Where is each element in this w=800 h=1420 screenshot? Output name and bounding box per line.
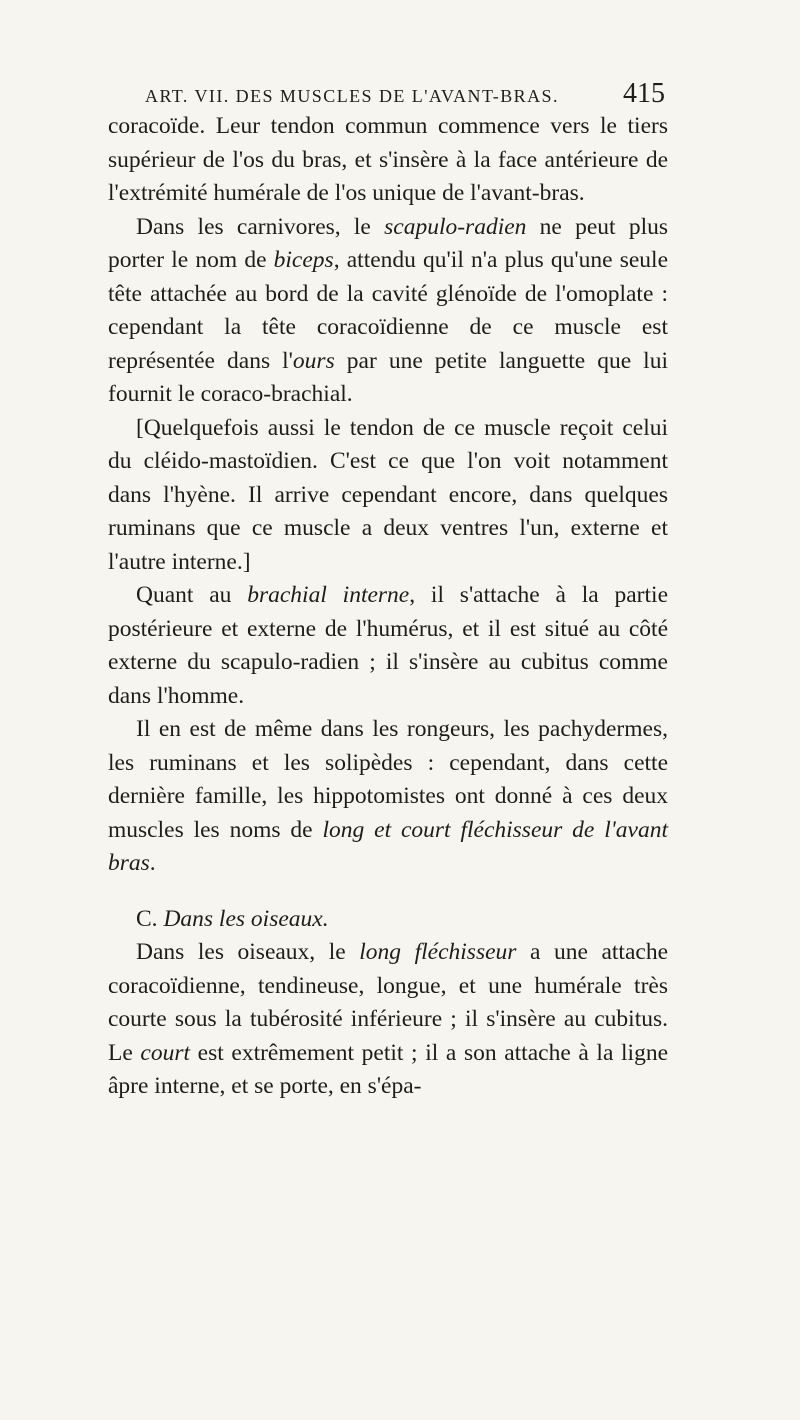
spacer [108,881,668,903]
italic-term: long et court fléchisseur de l'avant bras [108,816,668,876]
section-heading [108,903,668,937]
paragraph-3 [108,412,668,580]
italic-term: court [140,1039,191,1066]
text-run: . [149,850,156,876]
text-run: a une attache coracoïdienne, tendineuse, longue, et une humérale très courte sous la tubérosité inférieure ; il s'insère au cubitus. Le [108,939,668,1066]
italic-term: scapulo-radien [384,213,527,240]
page-number: 415 [623,78,665,109]
text-run: Il en est de même dans les rongeurs, les pachydermes, les ruminans et les solipèdes : cependant, dans cette dernière famille, les hippotomistes ont donné à ces deux muscles les noms de [108,716,668,843]
text-run: par une petite languette que lui fournit le coraco-brachial. [108,347,668,407]
section-letter: C. [136,905,164,932]
text-run: Dans les carnivores, le [136,213,385,240]
italic-term: ours [292,347,335,374]
running-header [145,78,665,110]
text-run: coracoïde. Leur tendon commun commence vers le tiers supérieur de l'os du bras, et s'insère à la face antérieure de l'extrémité humérale de l'os unique de l'avant-bras. [108,113,668,206]
italic-term: brachial interne [247,582,410,608]
paragraph-6 [108,936,668,1104]
text-run: , attendu qu'il n'a plus qu'une seule tête attachée au bord de la cavité glénoïde de l'omoplate : cependant la tête coracoïdienne de ce muscle est représentée dans l' [108,247,669,374]
text-run: , il s'attache à la partie postérieure et externe de l'humérus, et il est situé au côté externe du scapulo-radien ; il s'insère au cubitus comme dans l'homme. [108,582,669,709]
paragraph-1 [108,110,668,211]
text-run: Quant au [136,582,248,608]
paragraph-2 [108,211,668,412]
text-run: est extrêmement petit ; il a son attache à la ligne âpre interne, et se porte, en s'épa- [108,1039,668,1099]
text-run: [Quelquefois aussi le tendon de ce muscle reçoit celui du cléido-mastoïdien. C'est ce que l'on voit notamment dans l'hyène. Il arrive cependant encore, dans quelques ruminans que ce muscle a deux ventres l'un, externe et l'autre interne.] [108,414,668,575]
italic-term: biceps [273,247,334,273]
text-run: ne peut plus porter le nom de [108,213,668,273]
running-title: ART. VII. DES MUSCLES DE L'AVANT-BRAS. [145,86,559,106]
paragraph-4 [108,579,668,713]
paragraph-5 [108,713,668,881]
italic-term: long fléchisseur [359,939,517,965]
page-body [108,110,668,1104]
text-run: Dans les oiseaux, le [136,939,360,965]
section-title: Dans les oiseaux. [163,905,329,932]
